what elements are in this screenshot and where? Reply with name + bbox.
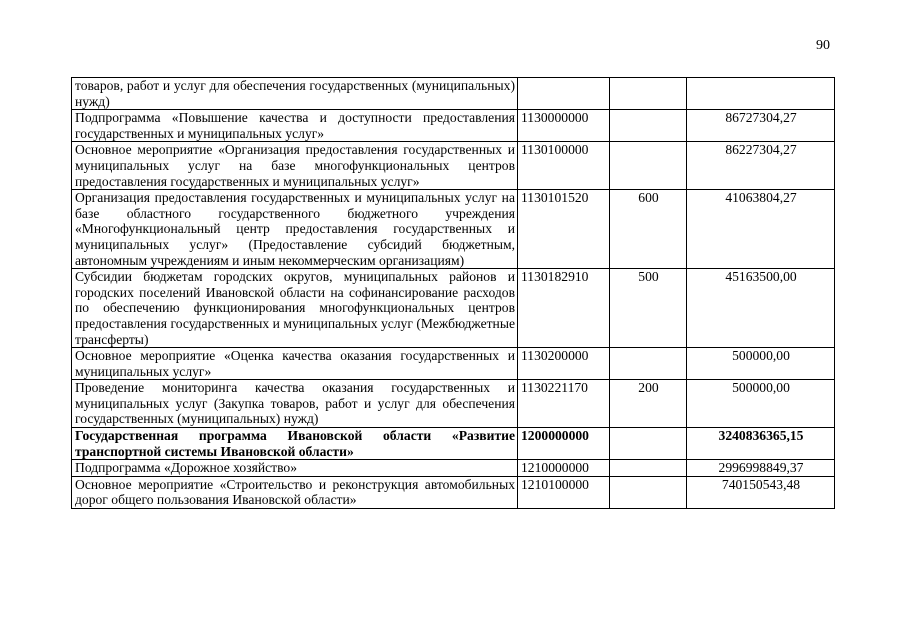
- row-expense-type: 500: [610, 269, 687, 348]
- row-name: Организация предоставления государственных и муниципальных услуг на базе областного государственного бюджетного учреждения «Многофункциональный центр предоставления государственных и муниципальных услуг» (Предоставление субсидий бюджетным, автономным учреждениям и иным некоммерческим организациям): [72, 190, 518, 269]
- table-row: [72, 460, 835, 477]
- row-target-code: [518, 78, 610, 110]
- row-expense-type: 600: [610, 190, 687, 269]
- page-number: 90: [816, 38, 830, 53]
- row-expense-type: [610, 142, 687, 190]
- table-row: [72, 380, 835, 428]
- row-target-code: 1130182910: [518, 269, 610, 348]
- row-name: Основное мероприятие «Строительство и реконструкция автомобильных дорог общего пользования Ивановской области»: [72, 476, 518, 508]
- table-row: [72, 348, 835, 380]
- row-target-code: 1130221170: [518, 380, 610, 428]
- row-target-code: 1210100000: [518, 476, 610, 508]
- row-expense-type: [610, 110, 687, 142]
- table-row: [72, 269, 835, 348]
- row-amount: 41063804,27: [687, 190, 835, 269]
- row-target-code: 1130000000: [518, 110, 610, 142]
- row-name: Государственная программа Ивановской области «Развитие транспортной системы Ивановской области»: [72, 428, 518, 460]
- row-amount: 500000,00: [687, 380, 835, 428]
- row-name: товаров, работ и услуг для обеспечения государственных (муниципальных) нужд): [72, 78, 518, 110]
- row-expense-type: [610, 476, 687, 508]
- row-target-code: 1130101520: [518, 190, 610, 269]
- budget-table: [71, 77, 835, 509]
- row-name: Подпрограмма «Дорожное хозяйство»: [72, 460, 518, 477]
- row-expense-type: [610, 348, 687, 380]
- table-row: [72, 142, 835, 190]
- row-expense-type: [610, 428, 687, 460]
- row-amount: [687, 78, 835, 110]
- row-expense-type: [610, 78, 687, 110]
- row-amount: 86727304,27: [687, 110, 835, 142]
- row-amount: 3240836365,15: [687, 428, 835, 460]
- row-target-code: 1130200000: [518, 348, 610, 380]
- row-amount: 2996998849,37: [687, 460, 835, 477]
- row-expense-type: [610, 460, 687, 477]
- table-row: [72, 110, 835, 142]
- row-target-code: 1200000000: [518, 428, 610, 460]
- row-name: Основное мероприятие «Оценка качества оказания государственных и муниципальных услуг»: [72, 348, 518, 380]
- row-name: Основное мероприятие «Организация предоставления государственных и муниципальных услуг на базе многофункциональных центров предоставления государственных и муниципальных услуг»: [72, 142, 518, 190]
- row-amount: 86227304,27: [687, 142, 835, 190]
- table-row: [72, 78, 835, 110]
- row-target-code: 1130100000: [518, 142, 610, 190]
- row-name: Подпрограмма «Повышение качества и доступности предоставления государственных и муниципальных услуг»: [72, 110, 518, 142]
- row-amount: 500000,00: [687, 348, 835, 380]
- row-name: Субсидии бюджетам городских округов, муниципальных районов и городских поселений Ивановской области на софинансирование расходов по обеспечению функционирования многофункциональных центров предоставления государственных и муниципальных услуг (Межбюджетные трансферты): [72, 269, 518, 348]
- table-row-program: [72, 428, 835, 460]
- row-amount: 45163500,00: [687, 269, 835, 348]
- table-row: [72, 476, 835, 508]
- row-target-code: 1210000000: [518, 460, 610, 477]
- row-amount: 740150543,48: [687, 476, 835, 508]
- table-row: [72, 190, 835, 269]
- row-expense-type: 200: [610, 380, 687, 428]
- row-name: Проведение мониторинга качества оказания государственных и муниципальных услуг (Закупка товаров, работ и услуг для обеспечения государственных (муниципальных) нужд): [72, 380, 518, 428]
